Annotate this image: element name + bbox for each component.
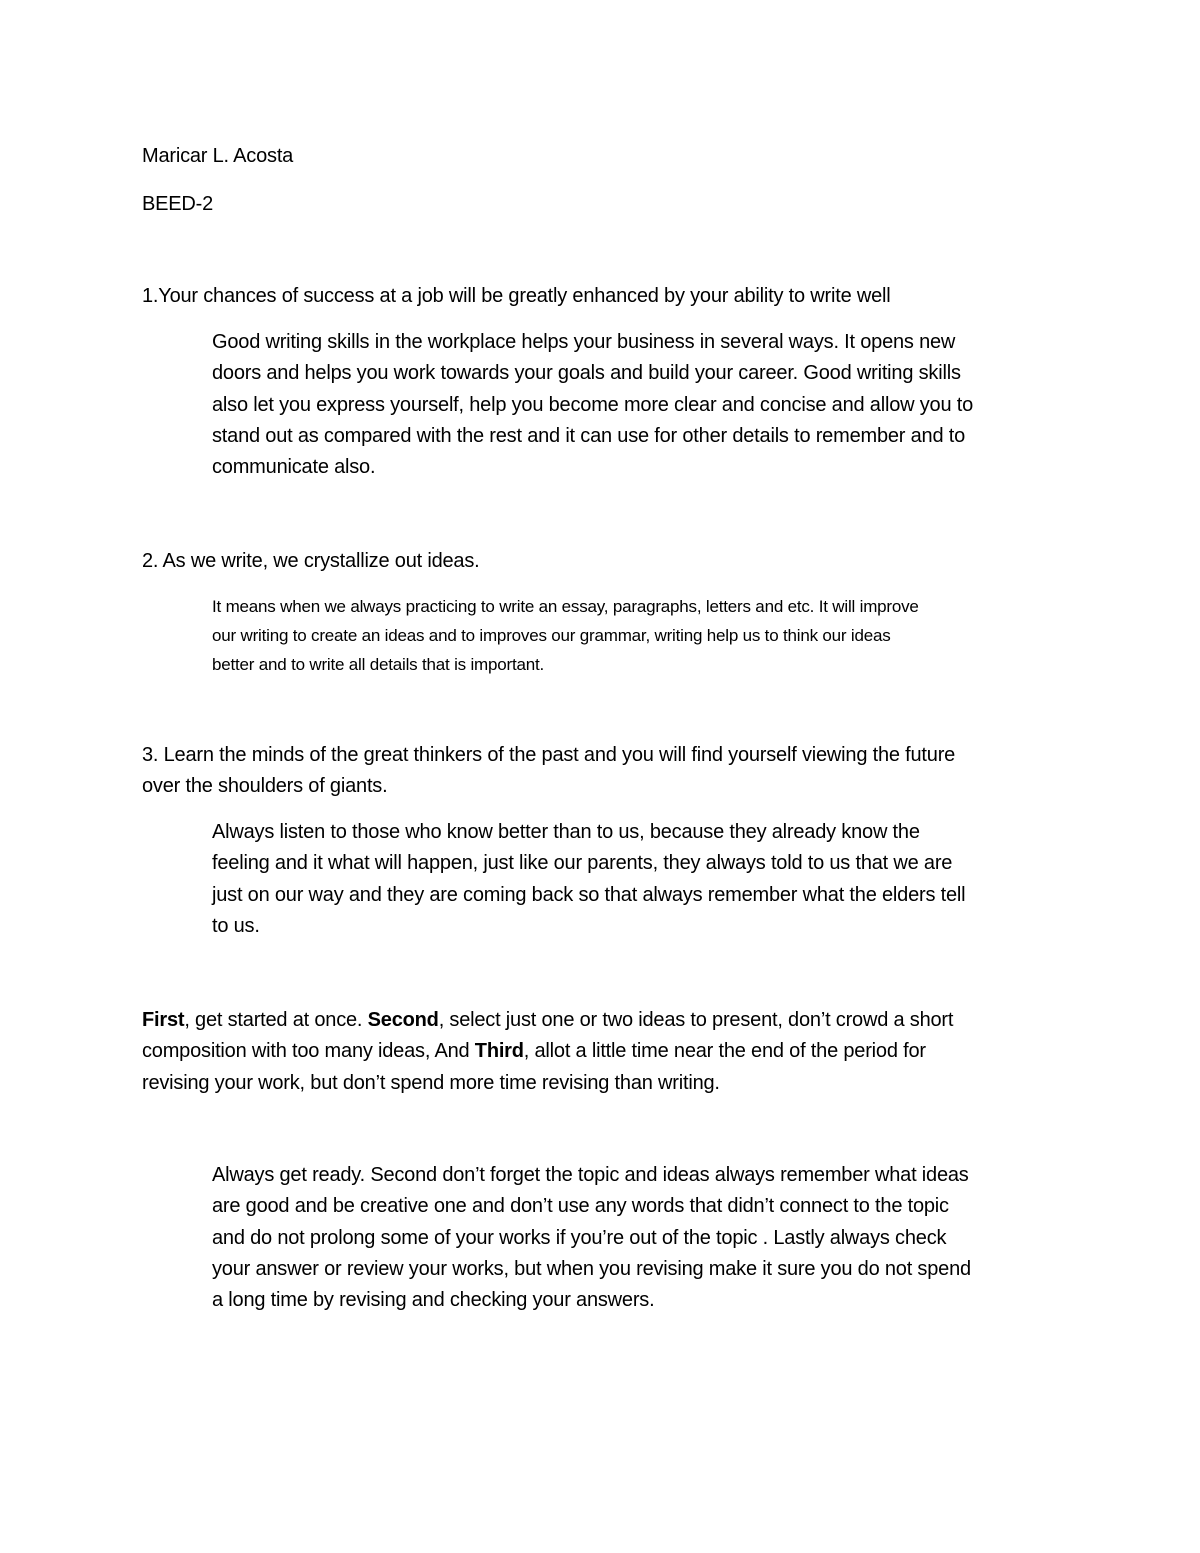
answer-3 — [212, 817, 965, 942]
tips-line2-post: , allot a little time near the end of the period for — [523, 1040, 926, 1063]
final-answer-line: are good and be creative one and don’t use any words that didn’t connect to the topic — [212, 1195, 949, 1218]
question-3-line: 3. Learn the minds of the great thinkers of the past and you will find yourself viewing the future — [142, 744, 956, 766]
final-answer-line: and do not prolong some of your works if you’re out of the topic . Lastly always check — [212, 1226, 947, 1249]
answer-3-line: just on our way and they are coming back so that always remember what the elders tell — [212, 883, 966, 906]
question-2: 2. As we write, we crystallize out ideas. — [142, 550, 480, 572]
course-code: BEED-2 — [142, 193, 214, 215]
answer-1-line: Good writing skills in the workplace helps your business in several ways. It opens new — [212, 331, 956, 353]
answer-3-line: Always listen to those who know better than to us, because they already know the — [212, 821, 920, 843]
answer-2-line: It means when we always practicing to write an essay, paragraphs, letters and etc. It will improve — [212, 597, 919, 616]
answer-2-line: our writing to create an ideas and to improves our grammar, writing help us to think our ideas — [212, 626, 891, 645]
answer-2-line: better and to write all details that is important. — [212, 655, 545, 674]
final-answer-line: Always get ready. Second don’t forget the topic and ideas always remember what ideas — [212, 1164, 969, 1186]
tips-line-2 — [142, 1036, 953, 1067]
tips-line-3: revising your work, but don’t spend more time revising than writing. — [142, 1071, 720, 1094]
author-name: Maricar L. Acosta — [142, 145, 294, 167]
question-1: 1.Your chances of success at a job will be greatly enhanced by your ability to write well — [142, 285, 891, 307]
answer-1-line: stand out as compared with the rest and it can use for other details to remember and to — [212, 424, 966, 447]
tips-second-label: Second — [367, 1009, 439, 1031]
answer-1-line: also let you express yourself, help you become more clear and concise and allow you to — [212, 393, 974, 416]
tips-paragraph — [142, 1005, 953, 1099]
tips-second-text: , select just one or two ideas to present, don’t crowd a short — [438, 1009, 954, 1031]
tips-line2-pre: composition with too many ideas, And — [142, 1040, 475, 1063]
final-answer-line: your answer or review your works, but when you revising make it sure you do not spend — [212, 1257, 971, 1280]
question-3 — [142, 740, 955, 803]
tips-first-label: First — [142, 1009, 185, 1031]
answer-2 — [212, 592, 919, 679]
final-answer-line: a long time by revising and checking your answers. — [212, 1289, 655, 1312]
answer-1-line: doors and helps you work towards your goals and build your career. Good writing skills — [212, 362, 961, 385]
question-3-line: over the shoulders of giants. — [142, 775, 388, 798]
tips-third-label: Third — [474, 1040, 524, 1063]
tips-first-text: , get started at once. — [184, 1009, 368, 1031]
answer-1-line: communicate also. — [212, 456, 376, 479]
answer-3-line: to us. — [212, 914, 260, 937]
answer-1 — [212, 327, 973, 483]
answer-3-line: feeling and it what will happen, just like our parents, they always told to us that we are — [212, 852, 953, 875]
tips-line-1 — [142, 1005, 953, 1036]
final-answer — [212, 1160, 971, 1316]
